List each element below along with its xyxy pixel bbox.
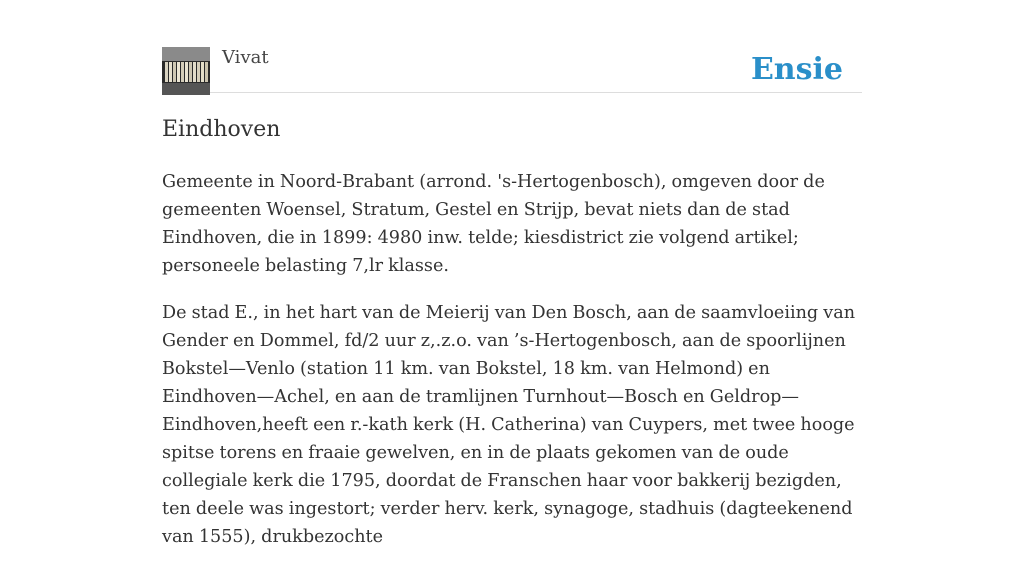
article-body [162, 168, 862, 570]
author-avatar[interactable] [162, 47, 210, 95]
ensie-logo-link[interactable]: Ensie [750, 52, 843, 87]
book-spines-avatar-icon [162, 47, 210, 95]
author-name[interactable]: Vivat [222, 47, 269, 68]
article-paragraph: De stad E., in het hart van de Meierij van Den Bosch, aan de saamvloeiing van Gender en Dommel, fd/2 uur z,.z.o. van ’s-Hertogenbosch, aan de spoorlijnen Bokstel—Venlo (station 11 km. van Bokstel, 18 km. van Helmond) en Eindhoven—Achel, en aan de tramlijnen Turnhout—Bosch en Geldrop—Eindhoven,heeft een r.-kath kerk (H. Catherina) van Cuypers, met twee hooge spitse torens en fraaie gewelven, en in de plaats gekomen van de oude collegiale kerk die 1795, doordat de Franschen haar voor bakkerij bezigden, ten deele was ingestort; verder herv. kerk, synagoge, stadhuis (dagteekenend van 1555), drukbezochte [162, 303, 856, 547]
page-title: Eindhoven [162, 117, 281, 142]
page-header [162, 46, 862, 93]
article-paragraph: Gemeente in Noord-Brabant (arrond. 's-Hertogenbosch), omgeven door de gemeenten Woensel, Stratum, Gestel en Strijp, bevat niets dan de stad Eindhoven, die in 1899: 4980 inw. telde; kiesdistrict zie volgend artikel; personeele belasting 7,lr klasse. [162, 172, 825, 276]
